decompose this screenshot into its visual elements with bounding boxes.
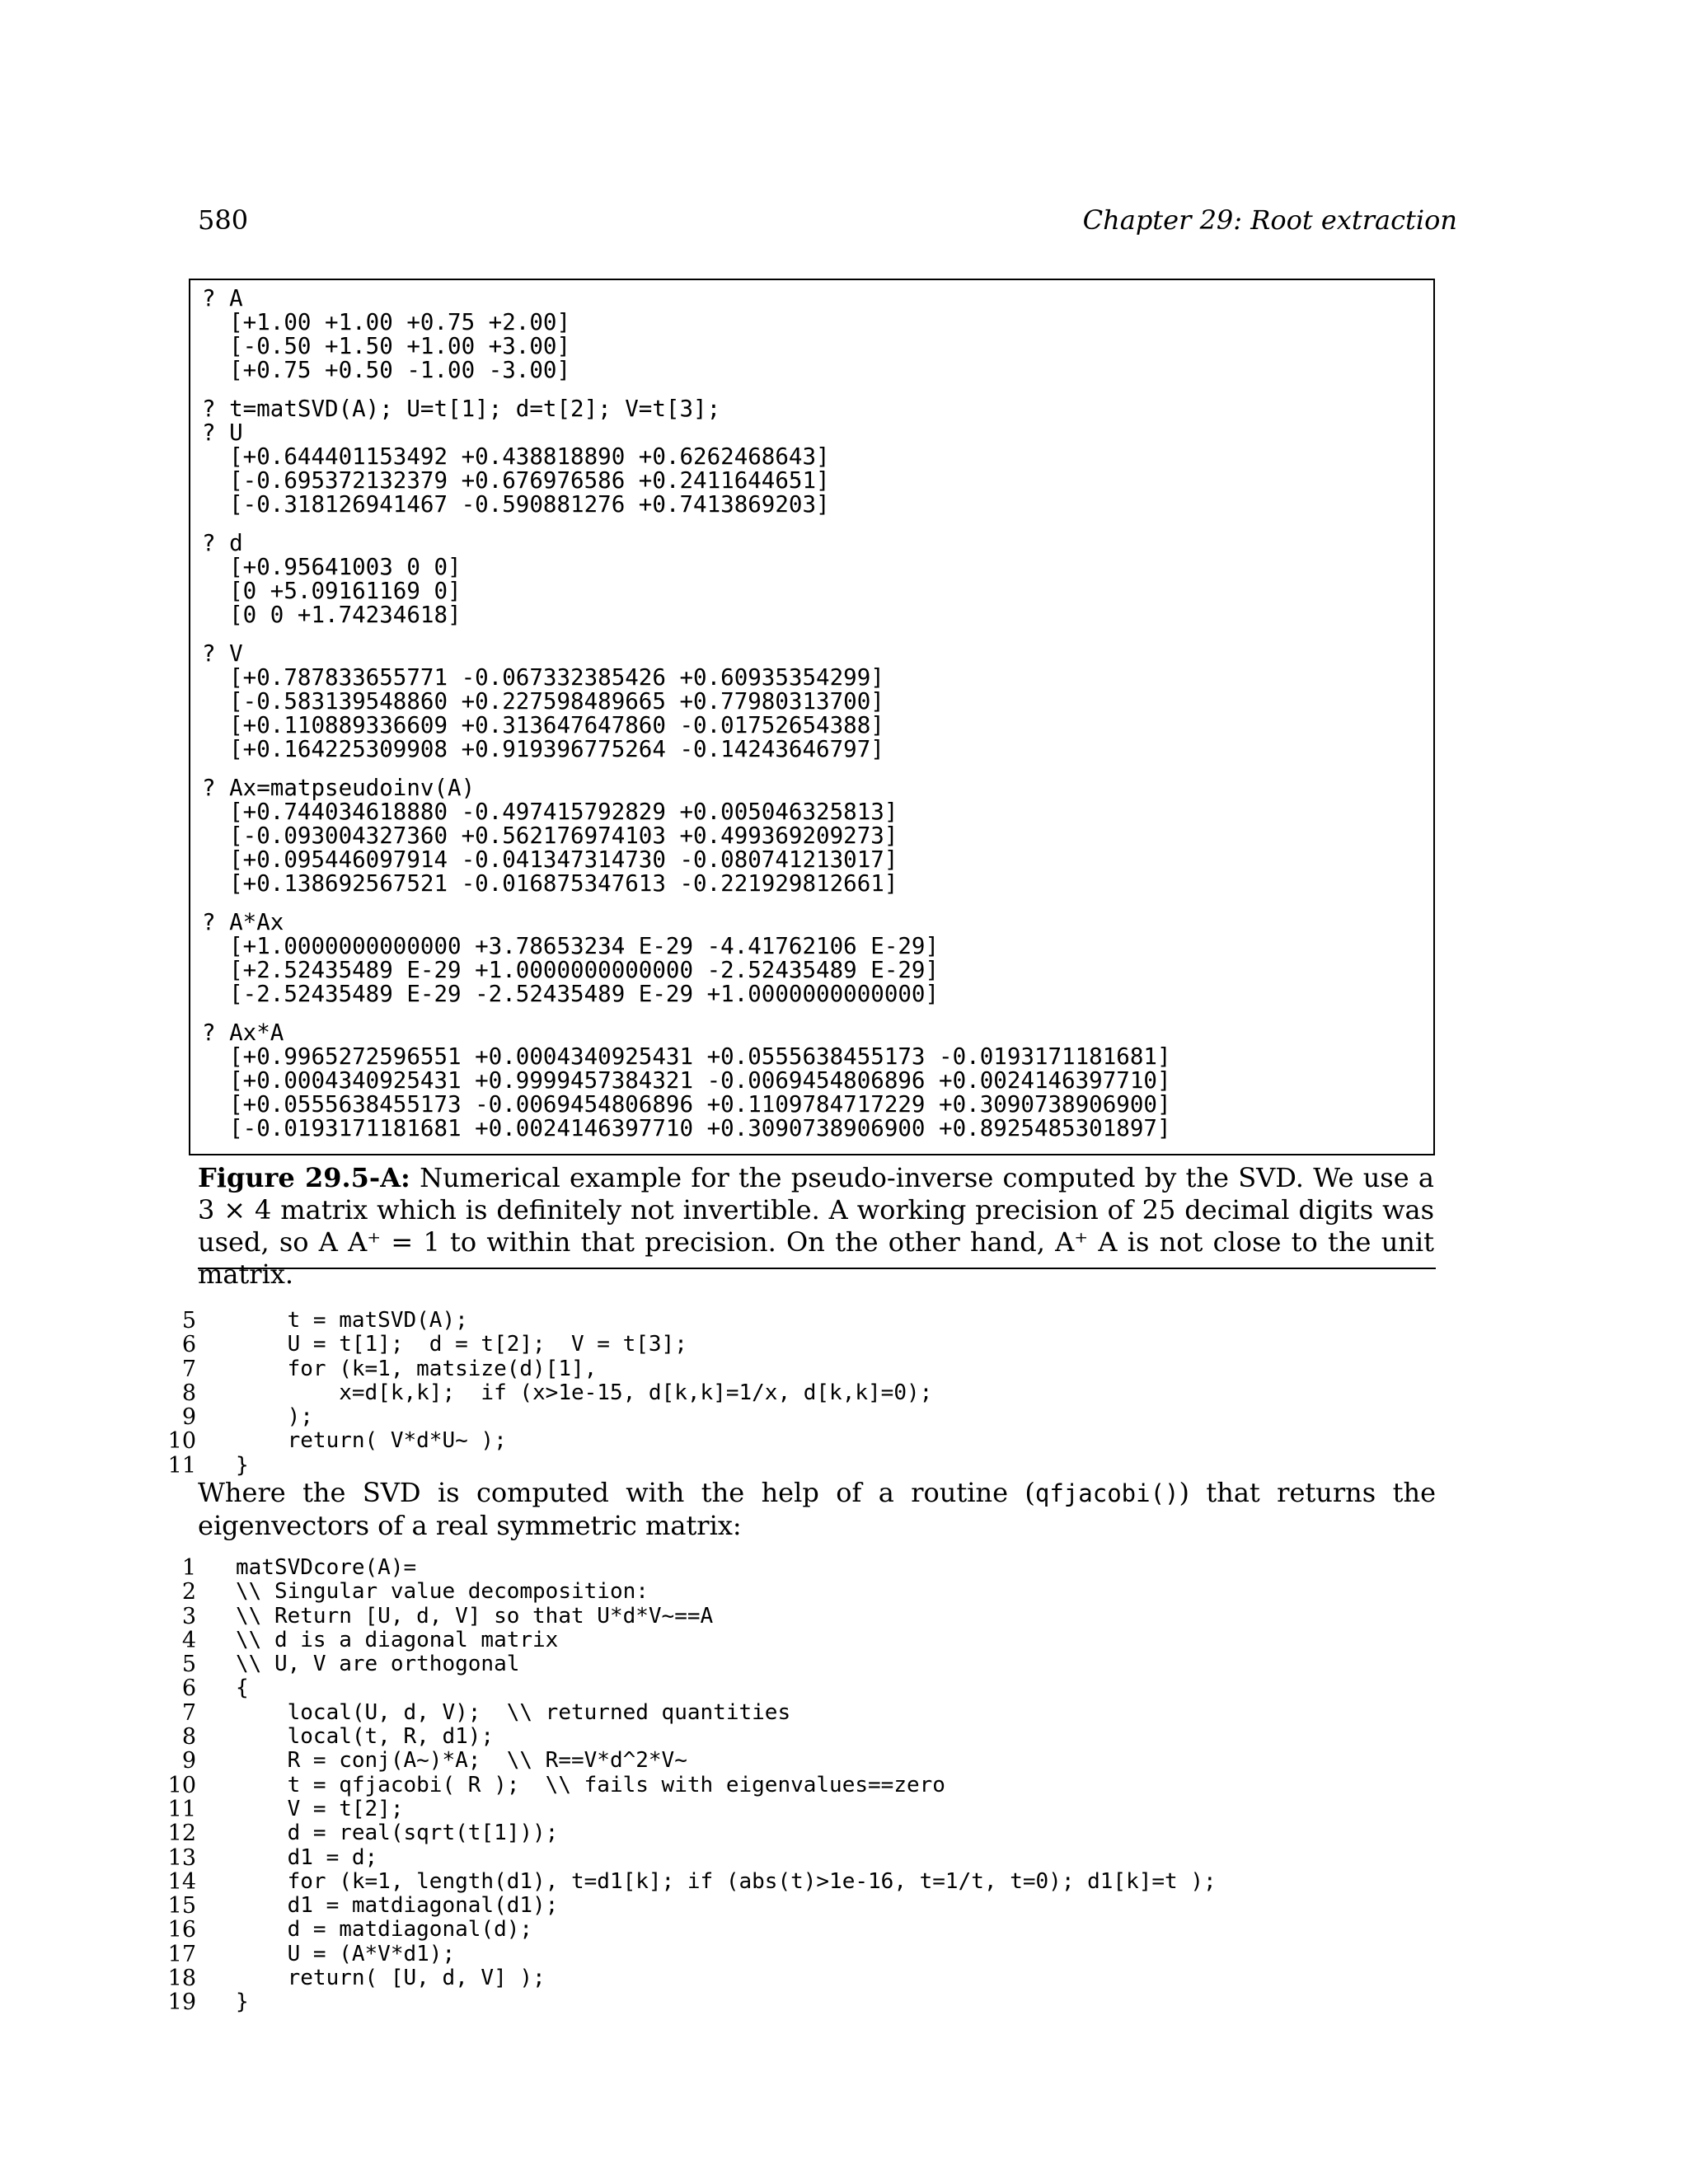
line-number: 7: [181, 1356, 196, 1382]
session-prompt-line: ? t=matSVD(A); U=t[1]; d=t[2]; V=t[3];: [202, 396, 721, 422]
code-text: t = qfjacobi( R ); \\ fails with eigenvalues==zero: [236, 1772, 945, 1797]
session-gap: [202, 896, 1171, 911]
line-number: 8: [181, 1724, 196, 1750]
session-output-line: [0 +5.09161169 0]: [202, 578, 462, 604]
code-text: }: [236, 1452, 249, 1478]
session-figure-box: [189, 279, 1435, 1155]
line-number: 13: [167, 1844, 196, 1871]
code-text: local(t, R, d1);: [236, 1724, 495, 1750]
code-text: for (k=1, matsize(d)[1],: [236, 1356, 598, 1381]
code-text: V = t[2];: [236, 1796, 404, 1821]
code-text: }: [236, 1990, 249, 2015]
paragraph-text-before: Where the SVD is computed with the help of a routine (: [198, 1477, 1035, 1508]
code-text: U = (A*V*d1);: [236, 1941, 456, 1966]
code-text: matSVDcore(A)=: [236, 1555, 417, 1580]
line-number: 17: [167, 1941, 196, 1967]
caption-label: Figure 29.5-A:: [198, 1162, 410, 1193]
session-gap: [202, 627, 1171, 642]
session-prompt-line: ? Ax*A: [202, 1019, 284, 1046]
session-output-line: [-0.583139548860 +0.227598489665 +0.77980313700]: [202, 688, 884, 715]
line-number: 6: [181, 1675, 196, 1702]
code-text: U = t[1]; d = t[2]; V = t[3];: [236, 1332, 687, 1357]
line-number: 2: [181, 1579, 196, 1605]
code-text: return( [U, d, V] );: [236, 1966, 546, 1991]
session-output-line: [+0.644401153492 +0.438818890 +0.6262468643]: [202, 443, 830, 470]
session-output-line: [+0.110889336609 +0.313647647860 -0.01752654388]: [202, 712, 884, 738]
session-output-line: [-0.50 +1.50 +1.00 +3.00]: [202, 333, 571, 359]
session-output-line: [+0.75 +0.50 -1.00 -3.00]: [202, 357, 571, 383]
line-number: 6: [181, 1332, 196, 1358]
code-text: for (k=1, length(d1), t=d1[k]; if (abs(t)>1e-16, t=1/t, t=0); d1[k]=t );: [236, 1868, 1217, 1894]
session-output-line: [+0.787833655771 -0.067332385426 +0.60935354299]: [202, 664, 884, 691]
line-number: 7: [181, 1699, 196, 1726]
session-output-line: [-0.0193171181681 +0.0024146397710 +0.3090738906900 +0.8925485301897]: [202, 1115, 1171, 1141]
session-transcript: [202, 287, 1171, 1141]
line-number: 10: [167, 1772, 196, 1798]
code-text: {: [236, 1675, 249, 1701]
code-text: local(U, d, V); \\ returned quantities: [236, 1699, 791, 1725]
paragraph-text-after: ) that returns the eigenvectors of a real symmetric matrix:: [198, 1477, 1437, 1541]
code-text: \\ Singular value decomposition:: [236, 1579, 649, 1605]
code-text: \\ Return [U, d, V] so that U*d*V~==A: [236, 1603, 714, 1629]
session-output-line: [0 0 +1.74234618]: [202, 602, 462, 628]
session-output-line: [-0.695372132379 +0.676976586 +0.2411644651]: [202, 467, 830, 494]
session-prompt-line: ? Ax=matpseudoinv(A): [202, 775, 476, 801]
line-number: 5: [181, 1308, 196, 1333]
code-text: d = matdiagonal(d);: [236, 1917, 533, 1943]
session-prompt-line: ? A*Ax: [202, 909, 284, 935]
session-prompt-line: ? V: [202, 640, 243, 667]
code-text: return( V*d*U~ );: [236, 1428, 507, 1454]
code-text: t = matSVD(A);: [236, 1308, 468, 1333]
line-number: 14: [167, 1868, 196, 1895]
line-number: 18: [167, 1966, 196, 1992]
line-number: 11: [167, 1452, 196, 1479]
chapter-title: Chapter 29: Root extraction: [1082, 204, 1457, 236]
line-number: 16: [167, 1917, 196, 1943]
code-text: );: [236, 1404, 313, 1430]
line-number: 11: [167, 1796, 196, 1822]
code-text: \\ U, V are orthogonal: [236, 1652, 520, 1677]
code-text: d1 = matdiagonal(d1);: [236, 1893, 559, 1919]
line-number: 9: [181, 1404, 196, 1431]
session-output-line: [+0.0004340925431 +0.9999457384321 -0.0069454806896 +0.0024146397710]: [202, 1067, 1171, 1094]
line-number: 19: [167, 1990, 196, 2016]
session-output-line: [+2.52435489 E-29 +1.0000000000000 -2.52435489 E-29]: [202, 957, 940, 983]
session-prompt-line: ? d: [202, 530, 243, 556]
line-number: 5: [181, 1652, 196, 1678]
code-text: d1 = d;: [236, 1844, 378, 1870]
body-paragraph: [198, 1477, 1436, 1542]
session-gap: [202, 517, 1171, 532]
figure-caption: [198, 1162, 1434, 1291]
session-output-line: [+0.164225309908 +0.919396775264 -0.14243646797]: [202, 736, 884, 762]
code-text: d = real(sqrt(t[1]));: [236, 1821, 559, 1846]
session-output-line: [-0.093004327360 +0.562176974103 +0.499369209273]: [202, 823, 898, 849]
session-output-line: [+0.95641003 0 0]: [202, 554, 462, 580]
code-text: R = conj(A~)*A; \\ R==V*d^2*V~: [236, 1748, 687, 1774]
caption-rule: [198, 1268, 1436, 1269]
code-text: \\ d is a diagonal matrix: [236, 1627, 559, 1652]
line-number: 9: [181, 1748, 196, 1774]
session-gap: [202, 1006, 1171, 1021]
session-prompt-line: ? U: [202, 419, 243, 446]
inline-code: qfjacobi(): [1034, 1479, 1179, 1507]
code-text: x=d[k,k]; if (x>1e-15, d[k,k]=1/x, d[k,k]=0);: [236, 1380, 933, 1405]
session-output-line: [+1.00 +1.00 +0.75 +2.00]: [202, 309, 571, 335]
session-output-line: [+1.0000000000000 +3.78653234 E-29 -4.41762106 E-29]: [202, 933, 940, 959]
page-number: 580: [198, 204, 249, 236]
line-number: 1: [181, 1555, 196, 1581]
session-prompt-line: ? A: [202, 285, 243, 312]
session-output-line: [-0.318126941467 -0.590881276 +0.7413869203]: [202, 491, 830, 518]
session-output-line: [+0.9965272596551 +0.0004340925431 +0.0555638455173 -0.0193171181681]: [202, 1043, 1171, 1070]
line-number: 8: [181, 1380, 196, 1406]
line-number: 10: [167, 1428, 196, 1455]
session-output-line: [+0.138692567521 -0.016875347613 -0.221929812661]: [202, 870, 898, 897]
session-output-line: [-2.52435489 E-29 -2.52435489 E-29 +1.0000000000000]: [202, 981, 940, 1007]
session-output-line: [+0.744034618880 -0.497415792829 +0.005046325813]: [202, 799, 898, 825]
line-number: 12: [167, 1821, 196, 1847]
line-number: 15: [167, 1893, 196, 1919]
line-number: 3: [181, 1603, 196, 1629]
session-output-line: [+0.095446097914 -0.041347314730 -0.080741213017]: [202, 846, 898, 873]
line-number: 4: [181, 1627, 196, 1653]
caption-text: Numerical example for the pseudo-inverse computed by the SVD. We use a 3 × 4 matrix which is definitely not invertible. A working precision of 25 decimal digits was used, so A A⁺ = 1 to within that precision. On the other hand, A⁺ A is not close to the unit matrix.: [198, 1162, 1435, 1290]
session-output-line: [+0.0555638455173 -0.0069454806896 +0.1109784717229 +0.3090738906900]: [202, 1091, 1171, 1118]
